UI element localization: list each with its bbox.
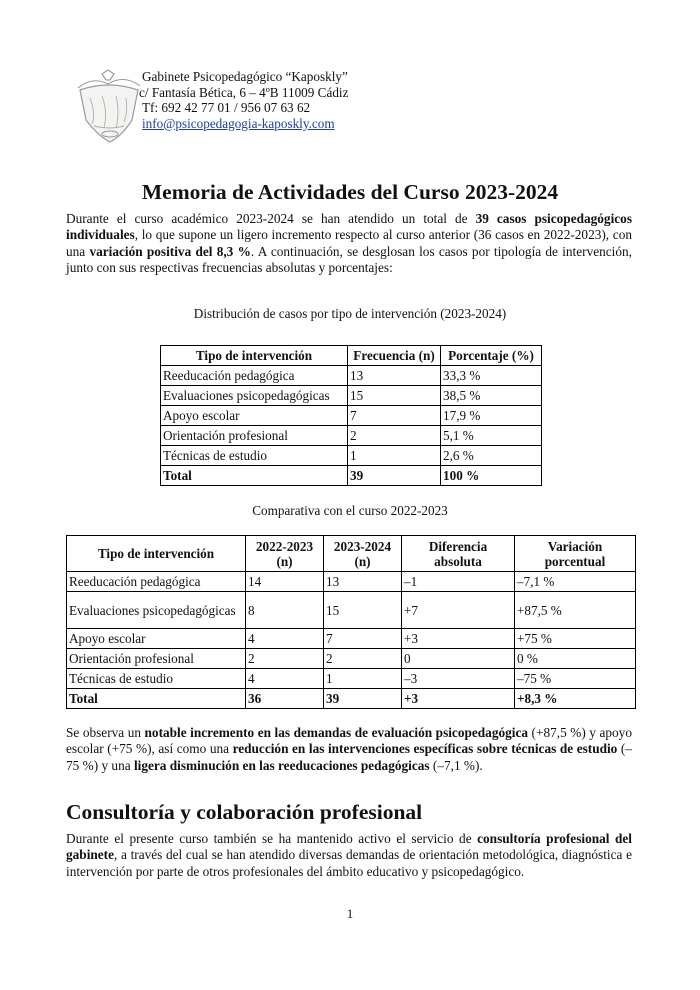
cell: +3 xyxy=(402,629,515,649)
table2-caption: Comparativa con el curso 2022-2023 xyxy=(252,503,448,518)
cell: –75 % xyxy=(515,669,636,689)
cell: 4 xyxy=(246,629,324,649)
page-number: 1 xyxy=(346,906,354,921)
cell: +7 xyxy=(402,592,515,629)
comparison-table xyxy=(66,535,636,709)
email-link[interactable]: info@psicopedagogia-kaposkly.com xyxy=(142,115,335,131)
section-heading: Consultoría y colaboración profesional xyxy=(66,800,423,824)
cell: 15 xyxy=(348,386,441,406)
cell: +3 xyxy=(402,689,515,709)
cell: 13 xyxy=(324,572,402,592)
cell: Total xyxy=(67,689,246,709)
cell: Técnicas de estudio xyxy=(161,446,348,466)
cell: 33,3 % xyxy=(441,366,542,386)
cell: Total xyxy=(161,466,348,486)
table-header-row xyxy=(161,346,542,366)
table-row xyxy=(161,386,542,406)
header-cell: Tipo de intervención xyxy=(67,536,246,572)
cell: Orientación profesional xyxy=(67,649,246,669)
table-row xyxy=(67,629,636,649)
header-cell: Variación porcentual xyxy=(515,536,636,572)
cell: Evaluaciones psicopedagógicas xyxy=(161,386,348,406)
header-cell: 2023-2024 (n) xyxy=(324,536,402,572)
cell: +75 % xyxy=(515,629,636,649)
document-title: Memoria de Actividades del Curso 2023-2024 xyxy=(141,180,559,204)
distribution-table xyxy=(160,345,542,486)
table-row xyxy=(67,572,636,592)
header-cell: 2022-2023 (n) xyxy=(246,536,324,572)
table-row xyxy=(67,592,636,629)
observation-paragraph: Se observa un notable incremento en las demandas de evaluación psicopedagógica (+87,5 %) y apoyo escolar (+75 %), así como una reducción en las intervenciones específicas sobre técnicas de estudio (–75 %) y una ligera disminución en las reeducaciones pedagógicas (–7,1 %). xyxy=(66,725,632,773)
table1-caption: Distribución de casos por tipo de intervención (2023-2024) xyxy=(193,306,507,321)
phone: Tf: 692 42 77 01 / 956 07 63 62 xyxy=(142,100,311,116)
cell: 100 % xyxy=(441,466,542,486)
table-row xyxy=(67,669,636,689)
cell: 14 xyxy=(246,572,324,592)
cell: –1 xyxy=(402,572,515,592)
cell: Reeducación pedagógica xyxy=(67,572,246,592)
table-row xyxy=(161,366,542,386)
table-row xyxy=(161,426,542,446)
cell: Apoyo escolar xyxy=(161,406,348,426)
table-row xyxy=(161,406,542,426)
intro-paragraph: Durante el curso académico 2023-2024 se han atendido un total de 39 casos psicopedagógicos individuales, lo que supone un ligero incremento respecto al curso anterior (36 casos en 2022-2023), con una variación positiva del 8,3 %. A continuación, se desglosan los casos por tipología de intervención, junto con sus respectivas frecuencias absolutas y porcentajes: xyxy=(66,211,633,276)
cell: Evaluaciones psicopedagógicas xyxy=(67,592,246,629)
cell: 17,9 % xyxy=(441,406,542,426)
consultancy-paragraph: Durante el presente curso también se ha mantenido activo el servicio de consultoría profesional del gabinete, a través del cual se han atendido diversas demandas de orientación metodológica, diagnóstica e intervención por parte de otros profesionales del ámbito educativo y psicopedagógico. xyxy=(66,831,632,879)
letterhead xyxy=(70,66,470,156)
cell: +8,3 % xyxy=(515,689,636,709)
cell: 39 xyxy=(324,689,402,709)
table-total-row xyxy=(161,466,542,486)
org-name: Gabinete Psicopedagógico “Kaposkly” xyxy=(142,69,348,84)
cell: Orientación profesional xyxy=(161,426,348,446)
cell: 1 xyxy=(324,669,402,689)
cell: 0 % xyxy=(515,649,636,669)
table-row xyxy=(161,446,542,466)
cell: 7 xyxy=(324,629,402,649)
cell: Apoyo escolar xyxy=(67,629,246,649)
cell: 4 xyxy=(246,669,324,689)
table-row xyxy=(67,649,636,669)
shield-crest-logo-icon xyxy=(72,68,144,144)
cell: 7 xyxy=(348,406,441,426)
cell: 2 xyxy=(324,649,402,669)
cell: 36 xyxy=(246,689,324,709)
cell: 2,6 % xyxy=(441,446,542,466)
cell: –7,1 % xyxy=(515,572,636,592)
table-header-row xyxy=(67,536,636,572)
cell: 2 xyxy=(246,649,324,669)
address: c/ Fantasía Bética, 6 – 4ºB 11009 Cádiz xyxy=(139,84,349,100)
table-total-row xyxy=(67,689,636,709)
cell: Reeducación pedagógica xyxy=(161,366,348,386)
cell: 2 xyxy=(348,426,441,446)
cell: 8 xyxy=(246,592,324,629)
header-cell: Porcentaje (%) xyxy=(441,346,542,366)
cell: 39 xyxy=(348,466,441,486)
cell: 0 xyxy=(402,649,515,669)
cell: 13 xyxy=(348,366,441,386)
header-cell: Tipo de intervención xyxy=(161,346,348,366)
cell: 1 xyxy=(348,446,441,466)
cell: 5,1 % xyxy=(441,426,542,446)
cell: Técnicas de estudio xyxy=(67,669,246,689)
cell: –3 xyxy=(402,669,515,689)
header-cell: Diferencia absoluta xyxy=(402,536,515,572)
header-cell: Frecuencia (n) xyxy=(348,346,441,366)
cell: +87,5 % xyxy=(515,592,636,629)
cell: 15 xyxy=(324,592,402,629)
cell: 38,5 % xyxy=(441,386,542,406)
